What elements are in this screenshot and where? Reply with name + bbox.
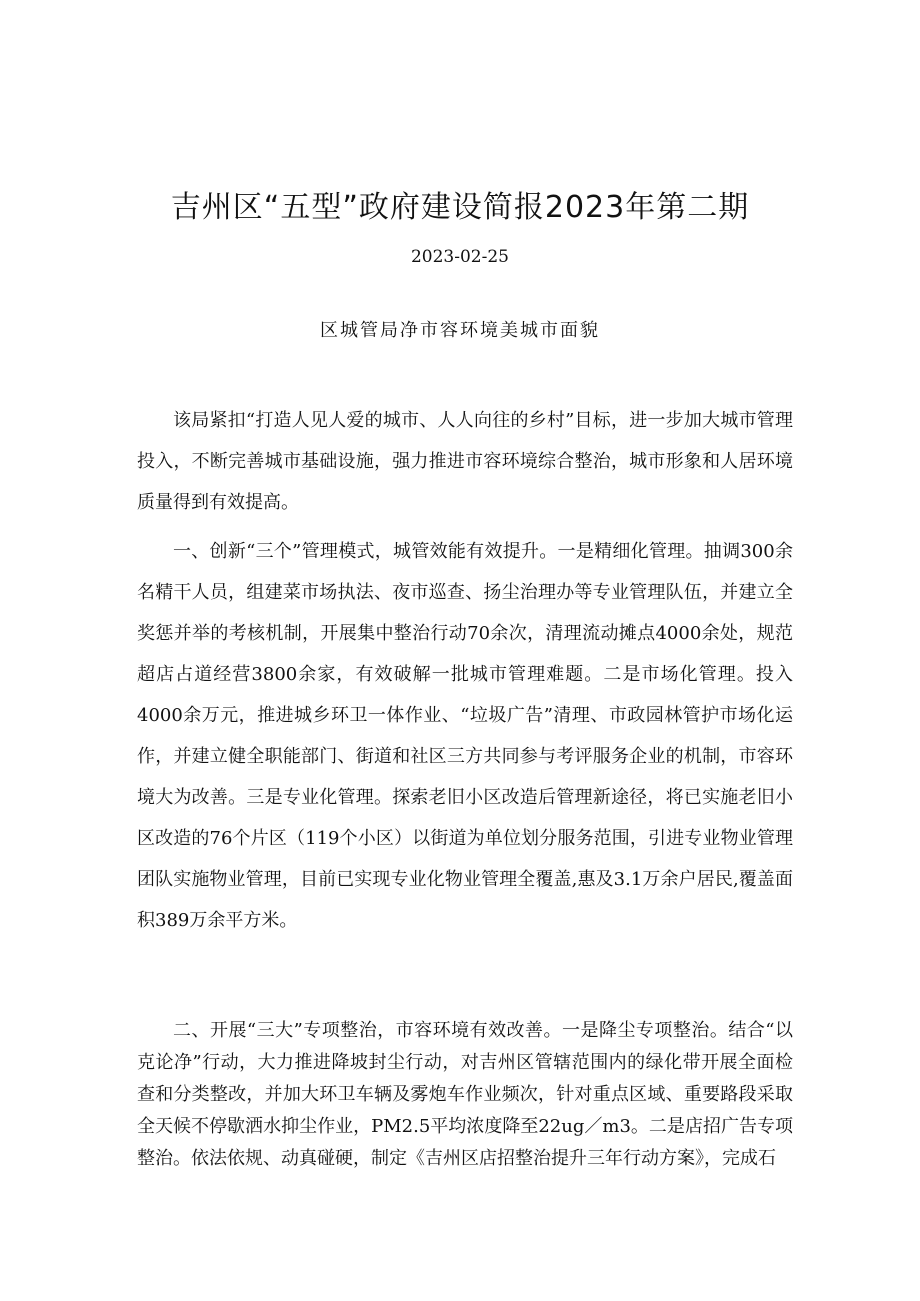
publish-date: 2023-02-25 — [410, 247, 509, 267]
page-title: 吉州区“五型”政府建设简报2023年第二期 — [170, 190, 750, 225]
paragraph-intro: 该局紧扣“打造人见人爱的城市、人人向往的乡村”目标，进一步加大城市管理投入，不断完善城市基础设施，强力推进市容环境综合整治，城市形象和人居环境质量得到有效提高。 — [137, 410, 793, 513]
paragraph-management-models: 一、创新“三个”管理模式，城管效能有效提升。一是精细化管理。抽调300余名精干人员，组建菜市场执法、夜市巡查、扬尘治理办等专业管理队伍，并建立全奖惩并举的考核机制，开展集中整治行动70余次，清理流动摊点4000余处，规范超店占道经营3800余家，有效破解一批城市管理难题。二是市场化管理。投入4000余万元，推进城乡环卫一体作业、“垃圾广告”清理、市政园林管护市场化运作，并建立健全职能部门、街道和社区三方共同参与考评服务企业的机制，市容环境大为改善。三是专业化管理。探索老旧小区改造后管理新途径，将已实施老旧小区改造的76个片区（119个小区）以街道为单位划分服务范围，引进专业物业管理团队实施物业管理，目前已实现专业化物业管理全覆盖,惠及3.1万余户居民,覆盖面积389万余平方米。 — [137, 541, 793, 931]
paragraph-special-rectification: 二、开展“三大”专项整治，市容环境有效改善。一是降尘专项整治。结合“以克论净”行动，大力推进降坡封尘行动，对吉州区管辖范围内的绿化带开展全面检查和分类整改，并加大环卫车辆及雾炮车作业频次，针对重点区域、重要路段采取全天候不停歇洒水抑尘作业，PM2.5平均浓度降至22ug／m3。二是店招广告专项整治。依法依规、动真碰硬，制定《吉州区店招整治提升三年行动方案》，完成石 — [137, 1020, 793, 1169]
article-title: 区城管局净市容环境美城市面貌 — [320, 320, 600, 341]
